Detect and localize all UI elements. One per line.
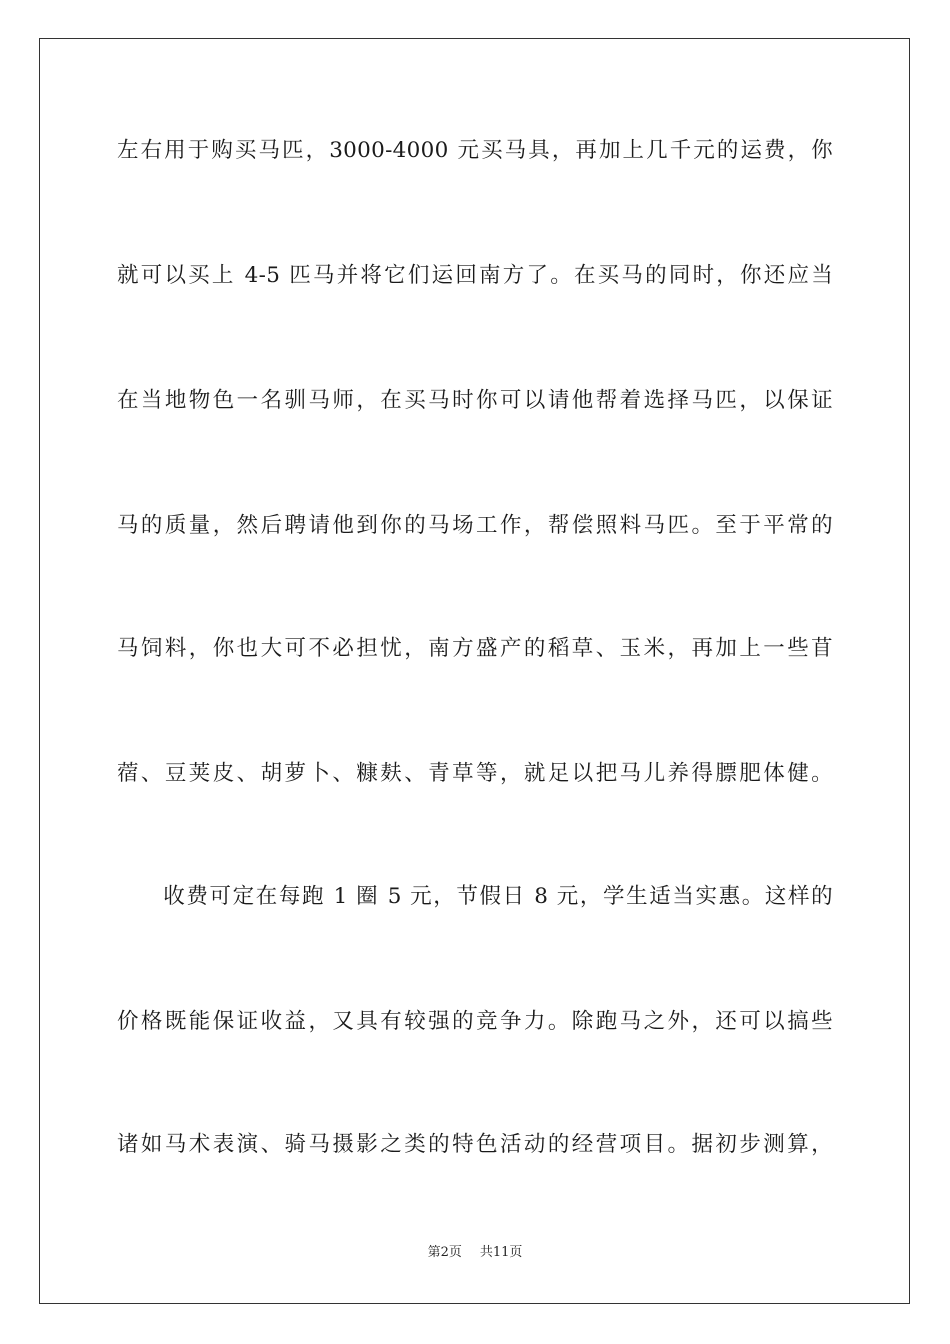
body-text-line: 就可以买上 4-5 匹马并将它们运回南方了。在买马的同时，你还应当	[117, 263, 833, 288]
body-text-line: 在当地物色一名驯马师，在买马时你可以请他帮着选择马匹，以保证	[117, 388, 833, 413]
body-text-line: 诸如马术表演、骑马摄影之类的特色活动的经营项目。据初步测算，	[117, 1132, 833, 1157]
body-text-line: 马饲料，你也大可不必担忧，南方盛产的稻草、玉米，再加上一些苜	[117, 636, 833, 661]
paragraph-start-line: 收费可定在每跑 1 圈 5 元，节假日 8 元，学生适当实惠。这样的	[117, 884, 833, 909]
body-text-line: 蓿、豆荚皮、胡萝卜、糠麸、青草等，就足以把马儿养得膘肥体健。	[117, 761, 833, 786]
body-text-line: 马的质量，然后聘请他到你的马场工作，帮偿照料马匹。至于平常的	[117, 513, 833, 538]
page-total: 共11页	[479, 1245, 523, 1260]
page-border	[39, 38, 910, 1304]
body-text-line: 左右用于购买马匹，3000-4000 元买马具，再加上几千元的运费，你	[117, 138, 833, 163]
body-text-line: 价格既能保证收益，又具有较强的竞争力。除跑马之外，还可以搞些	[117, 1009, 833, 1034]
page-footer	[0, 1244, 950, 1262]
page-number: 第2页	[427, 1245, 462, 1260]
